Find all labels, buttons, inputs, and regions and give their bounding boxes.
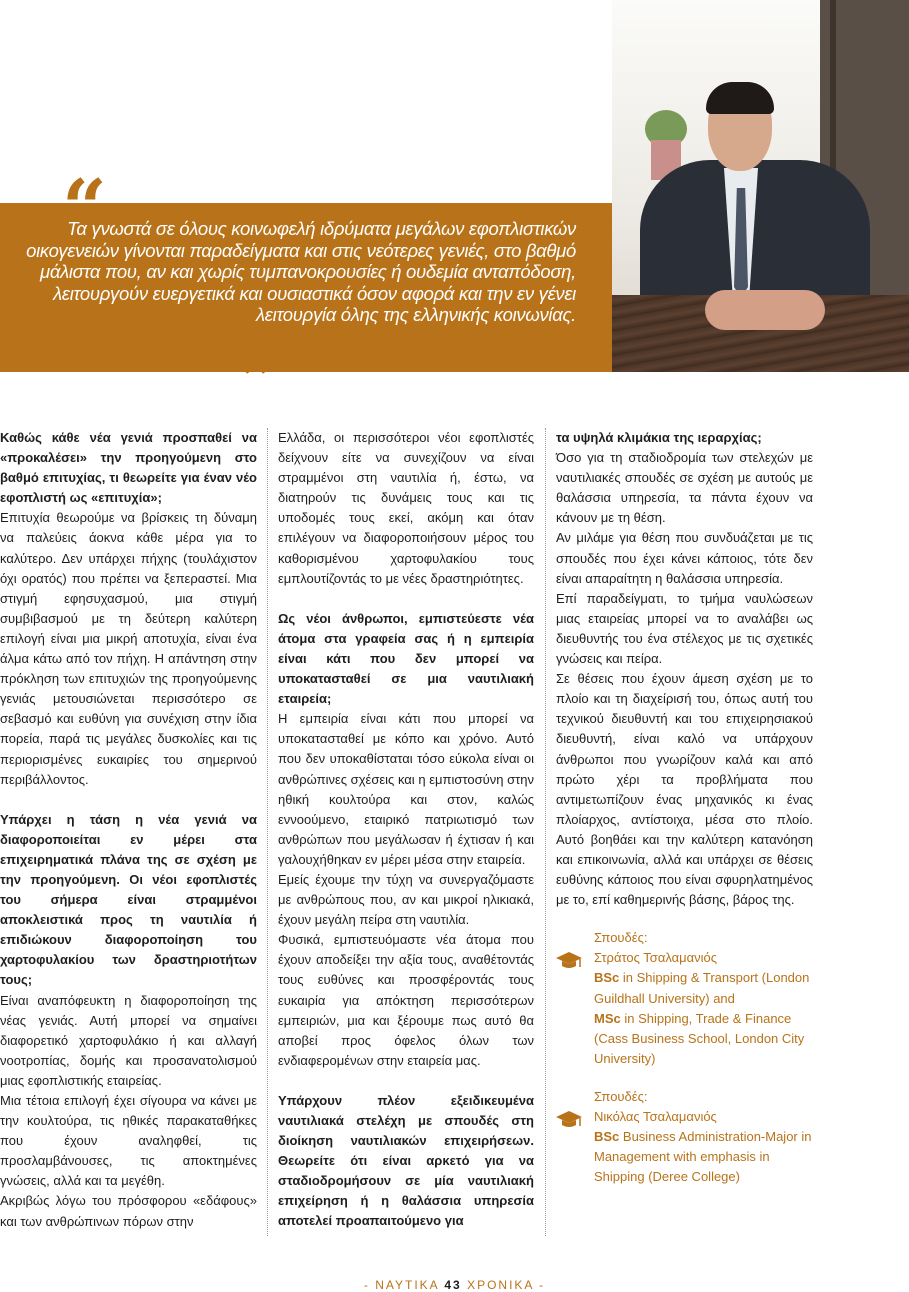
interview-answer: Μια τέτοια επιλογή έχει σίγουρα να κάνει με την κουλτούρα, τις ηθικές παρακαταθήκες που έχουν αναληφθεί, τις προσλαμβάνουσες, τις αποκτημένες γνώσεις, αλλά και τα μεγέθη. [0,1093,257,1189]
degree-abbr: BSc [594,970,620,986]
interview-answer: Επιτυχία θεωρούμε να βρίσκεις τη δύναμη να παλεύεις άοκνα κάθε μέρα για το καλύτερο. Δεν υπάρχει πήχης (τουλάχιστον όχι ορατός) που πρέπει να ξεπεραστεί. Μια στιγμή εφησυχασμού, μια στιγμή συμβιβασμού με τη δεύτερη καλύτερη επιλογή είναι μια μικρή αποτυχία, είναι ένα άλμα κάτω από τον πήχη. Η απάντηση στην πρόκληση των επιτυχιών της προηγούμενης γενιάς μετουσιώνεται περισσότερο σε σεβασμό και ευθύνη για συνέχιση στην ίδια πορεία, παρά τις μεγάλες δυσκολίες και τις περιορισμένες ευκαιρίες του σημερινού περιβάλλοντος. [0,510,257,787]
studies-degree [594,968,813,1008]
interview-answer: Φυσικά, εμπιστευόμαστε νέα άτομα που έχουν αποδείξει την αξία τους, αναθέτοντάς τους ευθύνες και προσφέροντάς τους ευκαιρία για απόκτηση περισσότερων εμπειριών, μια και ξέρουμε πως αυτό θα αποβεί προς όφελος όλων των ενδιαφερομένων στην εταιρεία μας. [278,932,534,1068]
interview-answer: Είναι αναπόφευκτη η διαφοροποίηση της νέας γενιάς. Αυτή μπορεί να σημαίνει διαφορετικό χαρτοφυλάκιο ή και αλλαγή νοοτροπίας, δομής και προσανατολισμού μιας εφοπλιστικής εταιρείας. [0,992,257,1088]
interview-answer: Επί παραδείγματι, το τμήμα ναυλώσεων μιας εταιρείας μπορεί να το αναλάβει ως διευθυντής του ένα στέλεχος με τις σχετικές γνώσεις και πείρα. [556,590,813,667]
interview-answer: Αν μιλάμε για θέση που συνδυάζεται με τις σπουδές που έχει κάνει κάποιος, τότε δεν είναι απαραίτητη η θαλάσσια υπηρεσία. [556,530,813,586]
open-quote-mark: “ [62,163,107,254]
studies-person-name: Νικόλας Τσαλαμανιός [594,1109,717,1124]
footer-magazine-right: ΧΡΟΝΙΚΑ - [467,1278,546,1292]
interview-question: Υπάρχει η τάση η νέα γενιά να διαφοροποιείται εν μέρει στα επιχειρηματικά πλάνα της σε σχέση με την προηγούμενη. Οι νέοι εφοπλιστές του σήμερα είναι στραμμένοι αποκλειστικά προς τη ναυτιλία ή επιδιώκουν διαφοροποίηση του χαρτοφυλακίου των δραστηριοτήτων τους; [0,811,257,988]
studies-box-2 [556,1087,813,1187]
page-number: 43 [444,1278,462,1292]
photo-person-hands [705,290,825,330]
studies-person-name: Στράτος Τσαλαμανιός [594,950,718,966]
interview-question: Ως νέοι άνθρωποι, εμπιστεύεστε νέα άτομα στα γραφεία σας ή η εμπειρία είναι κάτι που δεν μπορεί να υποκατασταθεί σε μια ναυτιλιακή εταιρεία; [278,610,534,707]
graduation-cap-icon [556,1109,582,1129]
footer-magazine-left: - ΝΑΥΤΙΚΑ [363,1278,440,1292]
degree-abbr: BSc [594,1129,620,1145]
article-column-2 [278,428,534,1232]
interview-answer: Εμείς έχουμε την τύχη να συνεργαζόμαστε με ανθρώπους που, αν και μικροί ηλικιακά, έχουν μεγάλη πείρα στη ναυτιλία. [278,871,534,928]
degree-text: in Shipping & Transport (London Guildhall University) and [594,970,810,1006]
interview-answer: Ελλάδα, οι περισσότεροι νέοι εφοπλιστές δείχνουν είτε να συνεχίζουν να είναι στραμμένοι στη ναυτιλία ή, έστω, να διατηρούν τις δυνάμεις τους και τις υποδομές τους εκεί, ακόμη και όταν επιλέγουν να διαφοροποιήσουν μέρος του καθορισμένου χαρτοφυλακίου τους εμπλουτίζοντάς το με νέες δραστηριότητες. [278,430,534,586]
pull-quote-text: Τα γνωστά σε όλους κοινωφελή ιδρύματα μεγάλων εφοπλιστικών οικογενειών γίνονται παραδείγματα και στις νεότερες γενιές, στο βαθμό μάλιστα που, αν και χωρίς τυμπανοκρουσίες ή ουδεμία ανταπόδοση, λειτουργούν ευεργετικά και ουσιαστικά όσον αφορά και την εν γένει λειτουργία όλης της ελληνικής κοινωνίας. [26,218,576,325]
interview-answer: Όσο για τη σταδιοδρομία των στελεχών με ναυτιλιακές σπουδές σε σχέση με αυτούς με θαλάσσια υπηρεσία, τα πάντα έχουν να κάνουν με τη θέση. [556,450,813,526]
article-column-1 [0,428,257,1232]
studies-degree [594,1127,813,1187]
graduation-cap-icon [556,950,582,970]
photo-person-hair [706,82,774,114]
page-footer [0,1278,909,1292]
studies-box-1 [556,928,813,1069]
interview-answer: Η εμπειρία είναι κάτι που μπορεί να υποκατασταθεί με κόπο και χρόνο. Αυτό που δεν υποκαθίσταται τόσο εύκολα είναι οι ανθρώπινες σχέσεις και η εμπιστοσύνη στην ηθική κουλτούρα και στον, καλώς εννοούμενο, εταιρικό πατριωτισμό των ανθρώπων που μεγάλωσαν ή έχτισαν ή και γαλουχήθηκαν εν μέρει μέσα στην εταιρεία. [278,711,534,867]
degree-abbr: MSc [594,1010,621,1026]
hero-section [0,0,909,422]
studies-label: Σπουδές: [594,1088,648,1104]
degree-text: Business Administration-Major in Management with emphasis in Shipping (Deree College) [594,1129,812,1185]
interview-question: τα υψηλά κλιμάκια της ιεραρχίας; [556,430,762,445]
column-divider [267,428,268,1236]
interview-answer: Ακριβώς λόγω του πρόσφορου «εδάφους» και των ανθρώπινων πόρων στην [0,1193,257,1229]
column-divider [545,428,546,1236]
interview-answer: Σε θέσεις που έχουν άμεση σχέση με το πλοίο και τη διαχείρισή του, όπως αυτή του τεχνικού διευθυντή και του επιχειρησιακού διευθυντή, είναι καλό να υπάρχουν άνθρωποι που γνωρίζουν καλά και από πρώτο χέρι τα προβλήματα που αντιμετωπίζουν ένας μηχανικός κι ένας πλοίαρχος, αντίστοιχα, μέσα στο πλοίο. Αυτό βοηθάει και την καλύτερη κατανόηση και επικοινωνία, αλλά και υπάρχει σε θέσεις ευθύνης κάποιος που είναι σφυρηλατημένος με το, επί καθημερινής βάσης, βάρος της. [556,671,813,908]
close-quote-mark: ” [240,339,281,422]
interview-question: Καθώς κάθε νέα γενιά προσπαθεί να «προκαλέσει» την προηγούμενη στο βαθμό επιτυχίας, τι θεωρείτε για έναν νέο εφοπλιστή ως «επιτυχία»; [0,430,257,506]
interview-question: Υπάρχουν πλέον εξειδικευμένα ναυτιλιακά στελέχη με σπουδές στη διοίκηση ναυτιλιακών επιχειρήσεων. Θεωρείτε ότι είναι αρκετό για να σταδιοδρομήσουν σε μία ναυτιλιακή επιχείρηση ή η θαλάσσια υπηρεσία αποτελεί προαπαιτούμενο για [278,1092,534,1229]
studies-label: Σπουδές: [594,930,648,946]
article-column-3 [556,428,813,1187]
studies-degree [594,1009,813,1069]
degree-text: in Shipping, Trade & Finance (Cass Business School, London City University) [594,1010,805,1066]
